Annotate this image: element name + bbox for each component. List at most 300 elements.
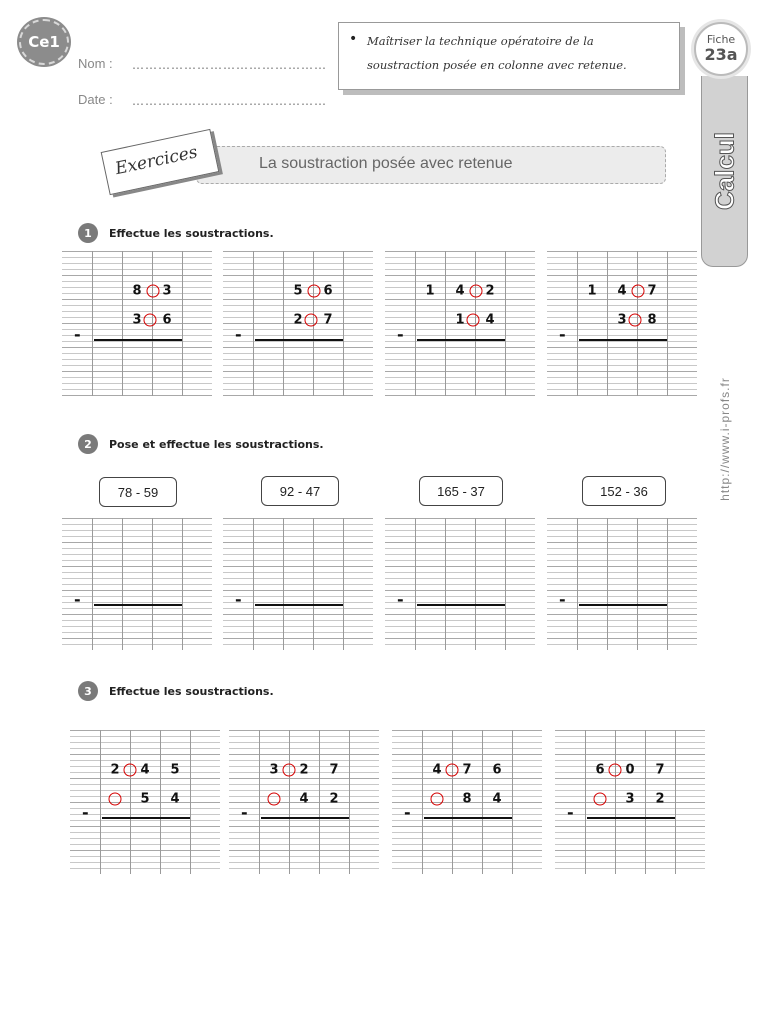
ruling-line [385,560,535,561]
bottom-digit: 8 [462,791,472,807]
ruling-line [555,814,705,815]
page-title: La soustraction posée avec retenue [259,155,513,172]
bottom-digit: 2 [293,312,303,328]
ruling-line [62,620,212,621]
ruling-line [223,626,373,627]
ruling-line [70,850,220,851]
ruling-line [229,814,379,815]
column-line [667,518,668,650]
objective-box [338,22,680,90]
ruling-line [392,850,542,851]
ruling-line [547,365,697,366]
ruling-line [70,814,220,815]
ruling-line [229,736,379,737]
column-line [349,730,350,874]
ruling-line [70,808,220,809]
ruling-line [547,608,697,609]
ruling-line [62,596,212,597]
exercise-1-number: 1 [78,223,98,243]
ruling-line [62,626,212,627]
minus-sign: - [397,590,404,609]
ruling-line [385,335,535,336]
ruling-line [223,530,373,531]
ruling-line [229,844,379,845]
retenue-ring-bottom[interactable] [305,314,318,327]
column-line [482,730,483,874]
minus-sign: - [567,803,574,822]
ruling-line [392,778,542,779]
ruling-line [547,644,697,645]
ruling-line [229,808,379,809]
ruling-line [62,365,212,366]
ruling-line [555,844,705,845]
ruling-line [62,269,212,270]
ruling-line [555,748,705,749]
retenue-ring-bottom[interactable] [431,793,444,806]
ruling-line [392,748,542,749]
result-line [94,339,182,341]
ruling-line [555,754,705,755]
ruling-line [62,530,212,531]
ruling-line [547,263,697,264]
exercises-card [101,129,220,195]
ruling-line [385,596,535,597]
column-line [445,518,446,650]
top-digit: 1 [587,283,597,299]
ruling-line [547,566,697,567]
ruling-line [392,856,542,857]
bottom-digit: 8 [647,312,657,328]
ruling-line [547,584,697,585]
column-line [122,251,123,396]
retenue-ring-top[interactable] [308,285,321,298]
ruling-line [223,548,373,549]
top-digit: 4 [140,762,150,778]
ruling-line [62,590,212,591]
ruling-line [62,263,212,264]
ruling-line [547,395,697,396]
ex1-grid-4[interactable] [547,251,697,396]
ruling-line [547,281,697,282]
ruling-line [62,275,212,276]
retenue-ring-bottom[interactable] [109,793,122,806]
ruling-line [70,856,220,857]
fiche-label: Fiche [706,33,736,46]
ruling-line [62,566,212,567]
ruling-line [547,371,697,372]
top-digit: 2 [299,762,309,778]
exercise-2-instruction: Pose et effectue les soustractions. [109,438,324,451]
site-url: http://www.i-profs.fr [718,377,732,501]
ruling-line [547,383,697,384]
ex3-grid-4[interactable] [555,730,705,874]
top-digit: 7 [655,762,665,778]
ruling-line [223,335,373,336]
bottom-digit: 5 [140,791,150,807]
ex3-grid-1[interactable] [70,730,220,874]
ruling-line [385,536,535,537]
top-digit: 3 [162,283,172,299]
ruling-line [547,578,697,579]
ex2-grid-1[interactable] [62,518,212,650]
ruling-line [229,862,379,863]
ruling-line [70,730,220,731]
column-line [182,518,183,650]
ruling-line [392,736,542,737]
top-digit: 2 [110,762,120,778]
ruling-line [62,632,212,633]
minus-sign: - [74,590,81,609]
ruling-line [547,560,697,561]
ruling-line [385,590,535,591]
result-line [94,604,182,606]
retenue-ring-top[interactable] [124,764,137,777]
level-badge: Ce1 [19,19,69,65]
top-digit: 4 [455,283,465,299]
ruling-line [223,377,373,378]
ruling-line [223,371,373,372]
ruling-line [62,383,212,384]
subject-tab-label: Calcul [709,131,739,211]
ruling-line [547,614,697,615]
ex2-operation-3: 165 - 37 [419,476,503,506]
ruling-line [547,626,697,627]
result-line [587,817,675,819]
ruling-line [223,542,373,543]
ruling-line [223,269,373,270]
ruling-line [555,862,705,863]
ruling-line [62,602,212,603]
top-digit: 5 [170,762,180,778]
ruling-line [547,335,697,336]
ex2-grid-2[interactable] [223,518,373,650]
exercise-1-instruction: Effectue les soustractions. [109,227,274,240]
ruling-line [70,862,220,863]
ruling-line [229,754,379,755]
ruling-line [223,251,373,252]
subject-tab [701,76,748,267]
ex1-grid-3[interactable] [385,251,535,396]
ruling-line [385,383,535,384]
exercises-card-label: Exercices [113,142,200,180]
exercise-3-instruction: Effectue les soustractions. [109,685,274,698]
ex1-grid-1[interactable] [62,251,212,396]
top-digit: 2 [485,283,495,299]
name-field[interactable]: ……………………………………… [132,58,327,72]
ruling-line [547,347,697,348]
column-line [615,730,616,874]
column-line [289,730,290,874]
ruling-line [547,377,697,378]
ruling-line [70,820,220,821]
column-line [253,518,254,650]
ruling-line [547,257,697,258]
bottom-digit: 3 [617,312,627,328]
ruling-line [223,263,373,264]
ruling-line [385,299,535,300]
ex2-grid-3[interactable] [385,518,535,650]
retenue-ring-top[interactable] [446,764,459,777]
column-line [505,518,506,650]
ruling-line [70,838,220,839]
ruling-line [392,862,542,863]
result-line [424,817,512,819]
ruling-line [555,832,705,833]
fiche-badge [694,22,748,76]
ruling-line [229,760,379,761]
ruling-line [223,596,373,597]
ruling-line [555,826,705,827]
column-line [637,518,638,650]
ruling-line [70,748,220,749]
ruling-line [547,359,697,360]
ruling-line [385,263,535,264]
ruling-line [229,784,379,785]
retenue-ring-top[interactable] [147,285,160,298]
ruling-line [62,371,212,372]
retenue-ring-bottom[interactable] [268,793,281,806]
column-line [283,251,284,396]
retenue-ring-top[interactable] [609,764,622,777]
ruling-line [223,524,373,525]
ruling-line [62,518,212,519]
ruling-line [62,341,212,342]
ex2-operation-1: 78 - 59 [99,477,177,507]
top-digit: 7 [647,283,657,299]
ruling-line [223,383,373,384]
ex3-grid-2[interactable] [229,730,379,874]
ruling-line [223,299,373,300]
ruling-line [385,275,535,276]
bottom-digit: 4 [170,791,180,807]
ruling-line [223,578,373,579]
ruling-line [62,335,212,336]
ruling-line [547,251,697,252]
ruling-line [62,299,212,300]
ruling-line [392,868,542,869]
ruling-line [62,395,212,396]
ruling-line [392,844,542,845]
ruling-line [70,742,220,743]
ruling-line [223,389,373,390]
minus-sign: - [559,325,566,344]
minus-sign: - [404,803,411,822]
name-label: Nom : [78,56,113,71]
ruling-line [385,566,535,567]
ruling-line [385,614,535,615]
ruling-line [223,395,373,396]
ruling-line [385,359,535,360]
retenue-ring-top[interactable] [470,285,483,298]
result-line [579,604,667,606]
ruling-line [229,838,379,839]
result-line [102,817,190,819]
ruling-line [385,251,535,252]
ruling-line [223,584,373,585]
ruling-line [547,299,697,300]
ruling-line [223,602,373,603]
ruling-line [392,754,542,755]
ruling-line [385,269,535,270]
ruling-line [547,542,697,543]
ruling-line [385,329,535,330]
ruling-line [392,826,542,827]
ruling-line [223,341,373,342]
top-digit: 4 [432,762,442,778]
ruling-line [223,329,373,330]
column-line [445,251,446,396]
ruling-line [547,524,697,525]
ruling-line [70,868,220,869]
ruling-line [62,329,212,330]
ruling-line [385,626,535,627]
ruling-line [547,596,697,597]
ruling-line [555,838,705,839]
ruling-line [223,305,373,306]
ruling-line [229,826,379,827]
column-line [512,730,513,874]
retenue-ring-bottom[interactable] [467,314,480,327]
minus-sign: - [82,803,89,822]
ruling-line [547,341,697,342]
ruling-line [385,341,535,342]
result-line [417,339,505,341]
bottom-digit: 6 [162,312,172,328]
ruling-line [385,365,535,366]
column-line [253,251,254,396]
column-line [190,730,191,874]
ruling-line [385,608,535,609]
ruling-line [555,760,705,761]
retenue-ring-top[interactable] [632,285,645,298]
ruling-line [62,389,212,390]
retenue-ring-bottom[interactable] [594,793,607,806]
minus-sign: - [559,590,566,609]
ruling-line [223,632,373,633]
ruling-line [385,584,535,585]
ruling-line [547,548,697,549]
column-line [645,730,646,874]
bottom-digit: 7 [323,312,333,328]
ruling-line [385,524,535,525]
top-digit: 4 [617,283,627,299]
ruling-line [223,608,373,609]
ruling-line [385,578,535,579]
ruling-line [547,554,697,555]
column-line [319,730,320,874]
ruling-line [547,275,697,276]
top-digit: 5 [293,283,303,299]
ruling-line [385,542,535,543]
ruling-line [547,602,697,603]
ruling-line [385,530,535,531]
bottom-digit: 3 [132,312,142,328]
ruling-line [392,760,542,761]
title-banner [196,146,666,184]
retenue-ring-bottom[interactable] [629,314,642,327]
exercise-2-number: 2 [78,434,98,454]
ruling-line [70,784,220,785]
ruling-line [223,359,373,360]
ruling-line [229,730,379,731]
ruling-line [547,572,697,573]
ruling-line [70,754,220,755]
ruling-line [555,784,705,785]
ex3-grid-3[interactable] [392,730,542,874]
ruling-line [385,389,535,390]
ex2-operation-4: 152 - 36 [582,476,666,506]
bottom-digit: 4 [299,791,309,807]
ruling-line [223,365,373,366]
ruling-line [385,632,535,633]
minus-sign: - [74,325,81,344]
ruling-line [385,377,535,378]
result-line [255,604,343,606]
column-line [577,518,578,650]
ruling-line [547,269,697,270]
result-line [417,604,505,606]
retenue-ring-top[interactable] [283,764,296,777]
date-label: Date : [78,92,113,107]
ruling-line [385,395,535,396]
ruling-line [62,353,212,354]
fiche-number: 23a [704,45,738,64]
ruling-line [62,281,212,282]
ruling-line [385,347,535,348]
ruling-line [555,742,705,743]
ruling-line [555,736,705,737]
result-line [255,339,343,341]
ruling-line [70,826,220,827]
ruling-line [392,784,542,785]
minus-sign: - [241,803,248,822]
ruling-line [555,730,705,731]
ruling-line [62,257,212,258]
bottom-digit: 1 [455,312,465,328]
ruling-line [547,329,697,330]
ex1-grid-2[interactable] [223,251,373,396]
ruling-line [223,560,373,561]
ruling-line [223,347,373,348]
ruling-line [547,620,697,621]
ruling-line [62,608,212,609]
ruling-line [223,566,373,567]
ruling-line [223,536,373,537]
top-digit: 7 [462,762,472,778]
column-line [607,518,608,650]
ex2-grid-4[interactable] [547,518,697,650]
retenue-ring-bottom[interactable] [144,314,157,327]
bottom-digit: 2 [329,791,339,807]
bottom-digit: 4 [492,791,502,807]
ruling-line [555,808,705,809]
bottom-digit: 4 [485,312,495,328]
ruling-line [62,305,212,306]
date-field[interactable]: ……………………………………… [132,94,327,108]
ruling-line [385,602,535,603]
column-line [585,730,586,874]
ruling-line [547,530,697,531]
ruling-line [392,820,542,821]
ruling-line [547,353,697,354]
top-digit: 1 [425,283,435,299]
ruling-line [229,748,379,749]
ruling-line [229,742,379,743]
column-line [259,730,260,874]
ruling-line [62,584,212,585]
column-line [182,251,183,396]
ruling-line [62,347,212,348]
